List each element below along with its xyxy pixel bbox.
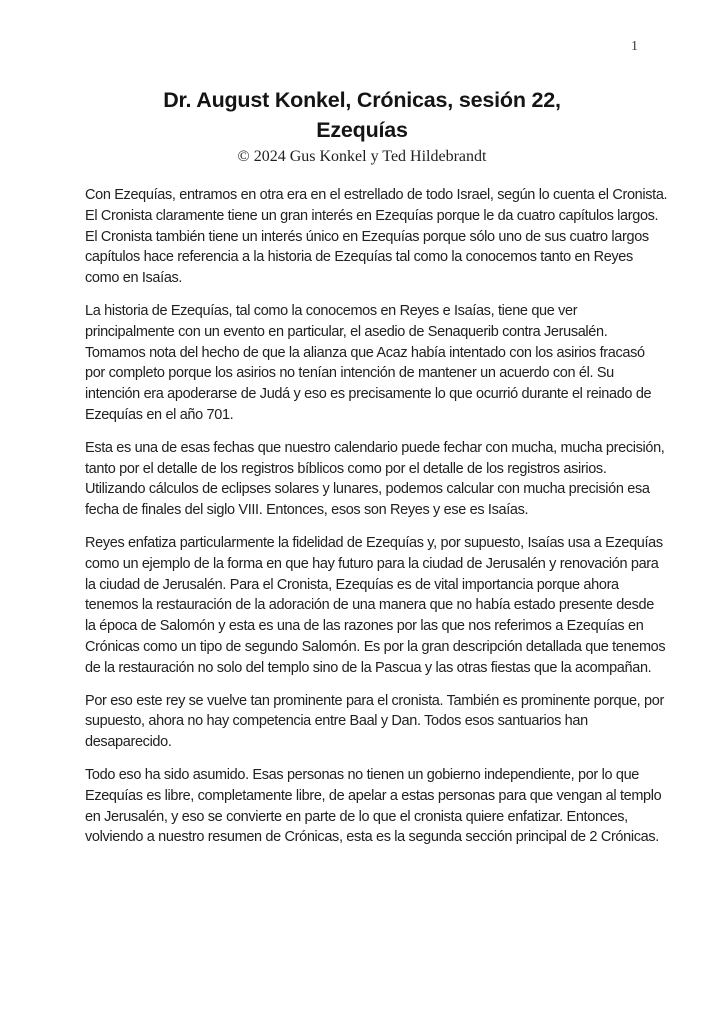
document-title <box>0 0 724 145</box>
paragraph-2: La historia de Ezequías, tal como la conocemos en Reyes e Isaías, tiene que ver principalmente con un evento en particular, el asedio de Senaquerib contra Jerusalén. Tomamos nota del hecho de que la alianza que Acaz había intentado con los asirios fracasó por completo porque los asirios no tenían intención de mantener un acuerdo con él. Su intención era apoderarse de Judá y eso es precisamente lo que ocurrió durante el reinado de Ezequías en el año 701. <box>85 302 652 423</box>
paragraph-5: Por eso este rey se vuelve tan prominente para el cronista. También es prominente porque, por supuesto, ahora no hay competencia entre Baal y Dan. Todos esos santuarios han desaparecido. <box>85 692 664 751</box>
copyright-line: © 2024 Gus Konkel y Ted Hildebrandt <box>237 148 487 165</box>
paragraph-4: Reyes enfatiza particularmente la fidelidad de Ezequías y, por supuesto, Isaías usa a Ezequías como un ejemplo de la forma en que hay futuro para la ciudad de Jerusalén y renovación para la ciudad de Jerusalén. Para el Cronista, Ezequías es de vital importancia porque ahora tenemos la restauración de la adoración de una manera que no había estado presente desde la época de Salomón y esta es una de las razones por las que nos referimos a Ezequías en Crónicas como un tipo de segundo Salomón. Es por la gran descripción detallada que tenemos de la restauración no solo del templo sino de la Pascua y las otras fiestas que la acompañan. <box>85 534 666 676</box>
paragraph-1: Con Ezequías, entramos en otra era en el estrellado de todo Israel, según lo cuenta el Cronista. El Cronista claramente tiene un gran interés en Ezequías porque le da cuatro capítulos largos. El Cronista también tiene un interés único en Ezequías porque sólo uno de sus cuatro largos capítulos hace referencia a la historia de Ezequías tal como la conocemos tanto en Reyes como en Isaías. <box>85 187 668 287</box>
page-number: 1 <box>631 39 638 54</box>
title-line-1: Dr. August Konkel, Crónicas, sesión 22, <box>163 88 561 112</box>
paragraph-3: Esta es una de esas fechas que nuestro calendario puede fechar con mucha, mucha precisión, tanto por el detalle de los registros bíblicos como por el detalle de los registros asirios. Utilizando cálculos de eclipses solares y lunares, podemos calcular con mucha precisión esa fecha de finales del siglo VIII. Entonces, esos son Reyes y ese es Isaías. <box>85 439 665 519</box>
paragraph-6: Todo eso ha sido asumido. Esas personas no tienen un gobierno independiente, por lo que Ezequías es libre, completamente libre, de apelar a estas personas para que vengan al templo en Jerusalén, y eso se convierte en parte de lo que el cronista quiere enfatizar. Entonces, volviendo a nuestro resumen de Crónicas, esta es la segunda sección principal de 2 Crónicas. <box>85 766 662 846</box>
title-line-2: Ezequías <box>316 117 408 142</box>
document-body <box>85 185 668 848</box>
